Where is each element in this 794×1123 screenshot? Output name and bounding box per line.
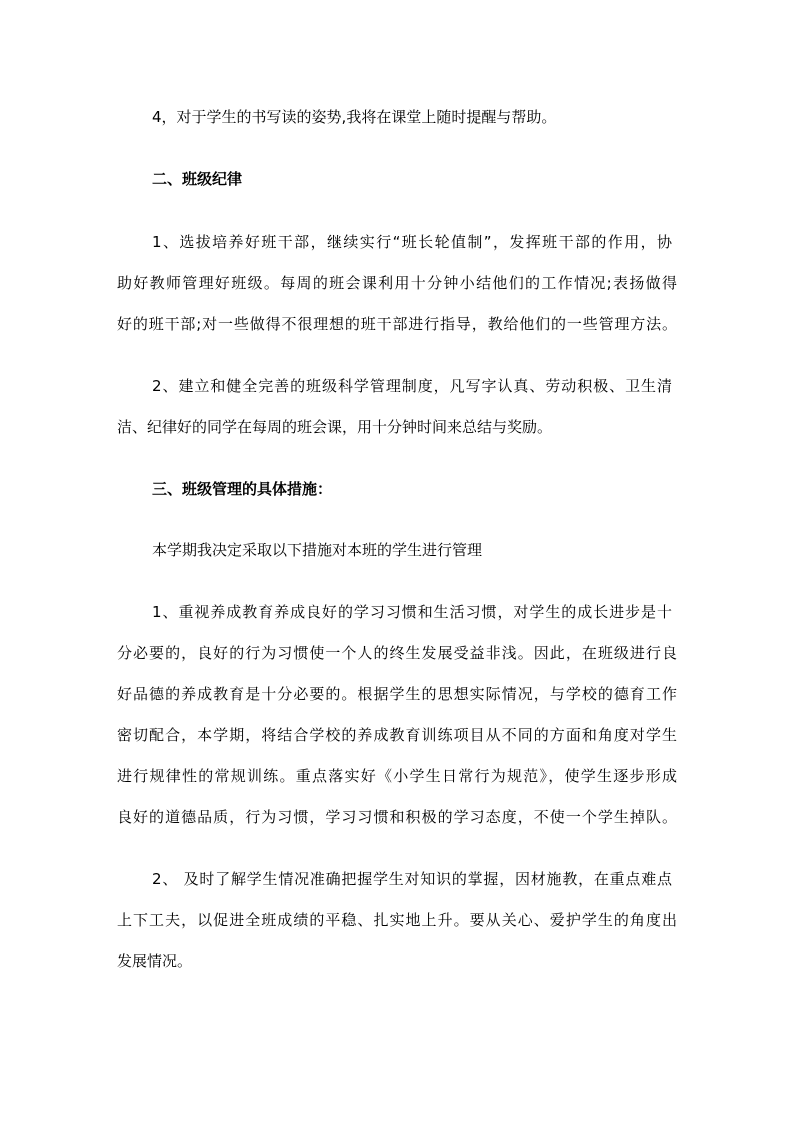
paragraph-line: 好品德的养成教育是十分必要的。根据学生的思想实际情况，与学校的德育工作 bbox=[117, 685, 677, 703]
paragraph-line: 分必要的，良好的行为习惯使一个人的终生发展受益非浅。因此，在班级进行良 bbox=[117, 644, 677, 662]
section-heading-measures: 三、班级管理的具体措施： bbox=[152, 480, 333, 498]
paragraph-line: 好的班干部;对一些做得不很理想的班干部进行指导，教给他们的一些管理方法。 bbox=[117, 315, 677, 333]
paragraph-line: 密切配合，本学期，将结合学校的养成教育训练项目从不同的方面和角度对学生 bbox=[117, 726, 677, 744]
paragraph-line: 2、 及时了解学生情况准确把握学生对知识的掌握，因材施教，在重点难点 bbox=[152, 870, 672, 888]
paragraph-line: 助好教师管理好班级。每周的班会课利用十分钟小结他们的工作情况;表扬做得 bbox=[117, 274, 677, 292]
paragraph-line: 进行规律性的常规训练。重点落实好《小学生日常行为规范》，使学生逐步形成 bbox=[117, 767, 677, 785]
paragraph-line: 1、选拔培养好班干部，继续实行“班长轮值制”，发挥班干部的作用，协 bbox=[152, 233, 672, 251]
paragraph-line: 洁、纪律好的同学在每周的班会课，用十分钟时间来总结与奖励。 bbox=[117, 418, 553, 436]
paragraph-line: 良好的道德品质，行为习惯，学习习惯和积极的学习态度，不使一个学生掉队。 bbox=[117, 808, 677, 826]
section-intro: 本学期我决定采取以下措施对本班的学生进行管理 bbox=[152, 541, 483, 559]
paragraph-line: 2、建立和健全完善的班级科学管理制度，凡写字认真、劳动积极、卫生清 bbox=[152, 377, 672, 395]
paragraph-line: 1、重视养成教育养成良好的学习习惯和生活习惯，对学生的成长进步是十 bbox=[152, 603, 672, 621]
paragraph-line: 发展情况。 bbox=[117, 952, 193, 970]
paragraph-line: 上下工夫，以促进全班成绩的平稳、扎实地上升。要从关心、爱护学生的角度出 bbox=[117, 911, 677, 929]
list-item-4: 4，对于学生的书写读的姿势,我将在课堂上随时提醒与帮助。 bbox=[152, 108, 557, 126]
section-heading-discipline: 二、班级纪律 bbox=[152, 170, 243, 188]
